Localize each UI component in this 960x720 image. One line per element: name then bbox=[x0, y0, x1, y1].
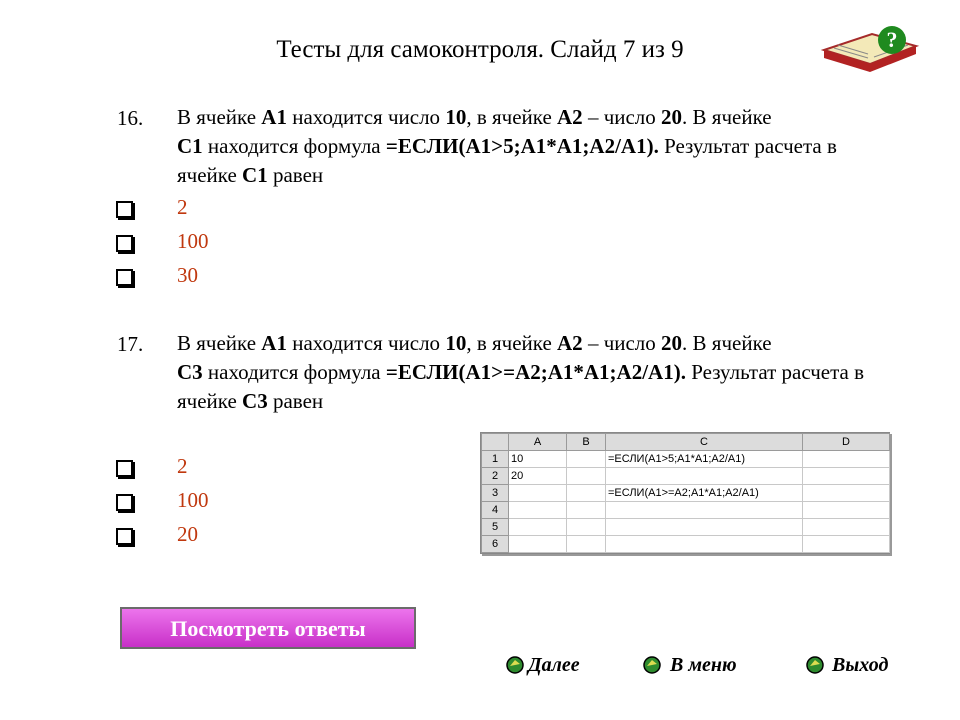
sheet-cell bbox=[803, 502, 890, 519]
column-header: A bbox=[509, 434, 567, 451]
sheet-row bbox=[482, 502, 890, 519]
sheet-cell bbox=[567, 502, 606, 519]
sheet-cell: =ЕСЛИ(A1>5;A1*A1;A2/A1) bbox=[606, 451, 803, 468]
option-label: 30 bbox=[177, 263, 198, 287]
sheet-row bbox=[482, 519, 890, 536]
question-text: В ячейке А1 находится число 10, в ячейке А2 – число 20. В ячейке С3 находится формула =ЕСЛИ(А1>=А2;А1*А1;А2/А1). Результат расчета в ячейке С3 равен bbox=[177, 331, 865, 413]
row-header: 1 bbox=[482, 451, 509, 468]
sheet-cell bbox=[567, 485, 606, 502]
page-title: Тесты для самоконтроля. Слайд 7 из 9 bbox=[276, 36, 684, 63]
row-header: 4 bbox=[482, 502, 509, 519]
checkbox-icon[interactable] bbox=[116, 235, 133, 252]
sheet-cell bbox=[803, 536, 890, 553]
option-label: 20 bbox=[177, 522, 198, 546]
menu-label: В меню bbox=[670, 654, 737, 676]
sheet-cell bbox=[803, 485, 890, 502]
sheet-cell bbox=[567, 451, 606, 468]
green-ball-icon bbox=[643, 656, 661, 674]
row-header: 2 bbox=[482, 468, 509, 485]
show-answers-button[interactable]: Посмотреть ответы bbox=[120, 607, 416, 649]
checkbox-icon[interactable] bbox=[116, 269, 133, 286]
green-ball-icon bbox=[806, 656, 824, 674]
column-header: D bbox=[803, 434, 890, 451]
sheet-cell: 20 bbox=[509, 468, 567, 485]
spreadsheet-image bbox=[480, 432, 890, 554]
checkbox-icon[interactable] bbox=[116, 201, 133, 218]
column-header: C bbox=[606, 434, 803, 451]
option-label: 2 bbox=[177, 195, 188, 219]
option-label: 100 bbox=[177, 488, 209, 512]
sheet-cell bbox=[803, 468, 890, 485]
sheet-row bbox=[482, 485, 890, 502]
sheet-row bbox=[482, 451, 890, 468]
row-header: 6 bbox=[482, 536, 509, 553]
sheet-cell bbox=[606, 468, 803, 485]
option-label: 100 bbox=[177, 229, 209, 253]
option-label: 2 bbox=[177, 454, 188, 478]
next-label: Далее bbox=[528, 654, 580, 676]
checkbox-icon[interactable] bbox=[116, 460, 133, 477]
sheet-corner bbox=[482, 434, 509, 451]
column-header: B bbox=[567, 434, 606, 451]
sheet-cell: 10 bbox=[509, 451, 567, 468]
question-number: 16. bbox=[117, 106, 144, 130]
row-header: 3 bbox=[482, 485, 509, 502]
exit-label: Выход bbox=[832, 654, 889, 676]
sheet-cell bbox=[509, 502, 567, 519]
sheet-cell bbox=[509, 536, 567, 553]
sheet-row bbox=[482, 536, 890, 553]
sheet-cell bbox=[567, 536, 606, 553]
sheet-header-row bbox=[482, 434, 890, 451]
book-question-icon bbox=[820, 20, 920, 82]
sheet-cell bbox=[606, 519, 803, 536]
sheet-cell bbox=[567, 519, 606, 536]
svg-text:?: ? bbox=[886, 27, 898, 52]
question-text: В ячейке А1 находится число 10, в ячейке А2 – число 20. В ячейке С1 находится формула =ЕСЛИ(А1>5;А1*А1;А2/А1). Результат расчета в ячейке С1 равен bbox=[177, 105, 837, 187]
sheet-cell bbox=[803, 519, 890, 536]
checkbox-icon[interactable] bbox=[116, 494, 133, 511]
sheet-cell bbox=[606, 536, 803, 553]
sheet-row bbox=[482, 468, 890, 485]
row-header: 5 bbox=[482, 519, 509, 536]
green-ball-icon bbox=[506, 656, 524, 674]
sheet-cell bbox=[803, 451, 890, 468]
sheet-cell bbox=[567, 468, 606, 485]
question-number: 17. bbox=[117, 332, 144, 356]
sheet-cell bbox=[509, 519, 567, 536]
sheet-cell bbox=[606, 502, 803, 519]
checkbox-icon[interactable] bbox=[116, 528, 133, 545]
sheet-cell: =ЕСЛИ(A1>=A2;A1*A1;A2/A1) bbox=[606, 485, 803, 502]
sheet-cell bbox=[509, 485, 567, 502]
